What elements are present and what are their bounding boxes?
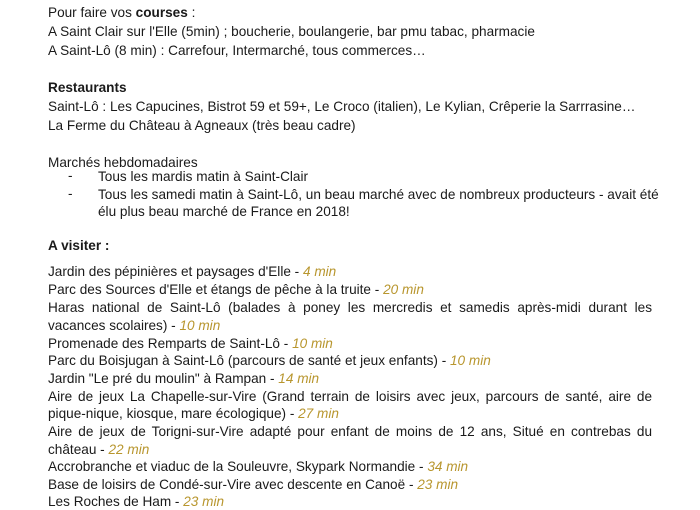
restaurants-line-agneaux: La Ferme du Château à Agneaux (très beau cadre) bbox=[48, 118, 356, 133]
list-item-text: Les Roches de Ham - bbox=[48, 494, 184, 509]
list-item bbox=[48, 476, 652, 493]
travel-time: 23 min bbox=[183, 494, 225, 509]
bullet-dash: - bbox=[68, 168, 73, 183]
courses-intro-text: Pour faire vos bbox=[48, 5, 136, 20]
restaurants-line-saint-lo: Saint-Lô : Les Capucines, Bistrot 59 et 59+, Le Croco (italien), Le Kylian, Crêperie la Sarrrasine… bbox=[48, 99, 636, 114]
list-item bbox=[48, 352, 652, 369]
bullet-dash: - bbox=[68, 186, 73, 201]
list-item-cont bbox=[48, 405, 652, 422]
visiter-heading bbox=[48, 237, 652, 254]
visiter-heading-text: A visiter : bbox=[48, 238, 110, 253]
list-item bbox=[48, 493, 652, 510]
list-item-text: Parc des Sources d'Elle et étangs de pêche à la truite - bbox=[48, 282, 384, 297]
courses-intro-colon: : bbox=[187, 5, 196, 20]
list-item-cont bbox=[48, 441, 652, 458]
travel-time: 10 min bbox=[179, 318, 221, 333]
list-item-text: Jardin des pépinières et paysages d'Elle - bbox=[48, 264, 303, 279]
list-item bbox=[48, 370, 652, 387]
courses-bold: courses bbox=[135, 5, 188, 20]
list-item bbox=[48, 263, 652, 280]
list-item-text: Accrobranche et viaduc de la Souleuvre, Skypark Normandie - bbox=[48, 459, 428, 474]
marches-heading: Marchés hebdomadaires bbox=[48, 155, 198, 170]
list-item-text: vacances scolaires) - bbox=[48, 318, 180, 333]
courses-line-saint-lo: A Saint-Lô (8 min) : Carrefour, Intermarché, tous commerces… bbox=[48, 43, 426, 58]
list-item-text: Base de loisirs de Condé-sur-Vire avec descente en Canoë - bbox=[48, 477, 418, 492]
travel-time: 10 min bbox=[292, 336, 333, 351]
travel-time: 20 min bbox=[383, 282, 424, 297]
list-item-text: pique-nique, kiosque, mare écologique) - bbox=[48, 406, 299, 421]
marches-item-text-cont: élu plus beau marché de France en 2018! bbox=[98, 204, 350, 219]
travel-time: 4 min bbox=[302, 264, 337, 279]
courses-intro bbox=[48, 4, 652, 21]
courses-line-saint-clair: A Saint Clair sur l'Elle (5min) ; boucherie, boulangerie, bar pmu tabac, pharmacie bbox=[48, 24, 535, 39]
restaurants-heading-text: Restaurants bbox=[48, 80, 127, 95]
list-item bbox=[48, 335, 652, 352]
list-item-text: Promenade des Remparts de Saint-Lô - bbox=[48, 336, 293, 351]
list-item: Aire de jeux de Torigni-sur-Vire adapté pour enfant de moins de 12 ans, Situé en contrebas du bbox=[48, 424, 652, 439]
travel-time: 27 min bbox=[298, 406, 339, 421]
list-item-text: Parc du Boisjugan à Saint-Lô (parcours de santé et jeux enfants) - bbox=[48, 353, 450, 368]
list-item bbox=[48, 458, 652, 475]
travel-time: 10 min bbox=[450, 353, 491, 368]
travel-time: 23 min bbox=[417, 477, 459, 492]
restaurants-heading bbox=[48, 79, 652, 96]
list-item-text: château - bbox=[48, 442, 109, 457]
list-item-text: Jardin "Le pré du moulin" à Rampan - bbox=[48, 371, 279, 386]
travel-time: 34 min bbox=[427, 459, 469, 474]
travel-time: 22 min bbox=[108, 442, 150, 457]
marches-item-text: Tous les mardis matin à Saint-Clair bbox=[98, 169, 309, 184]
list-item: Aire de jeux La Chapelle-sur-Vire (Grand terrain de loisirs avec jeux, parcours de santé, aire de bbox=[48, 389, 652, 404]
list-item: Haras national de Saint-Lô (balades à poney les mercredis et samedis après-midi durant les bbox=[48, 300, 652, 315]
travel-time: 14 min bbox=[278, 371, 320, 386]
marches-item-text: Tous les samedi matin à Saint-Lô, un beau marché avec de nombreux producteurs - avait été bbox=[98, 187, 659, 202]
list-item-cont bbox=[48, 317, 652, 334]
list-item bbox=[48, 281, 652, 298]
